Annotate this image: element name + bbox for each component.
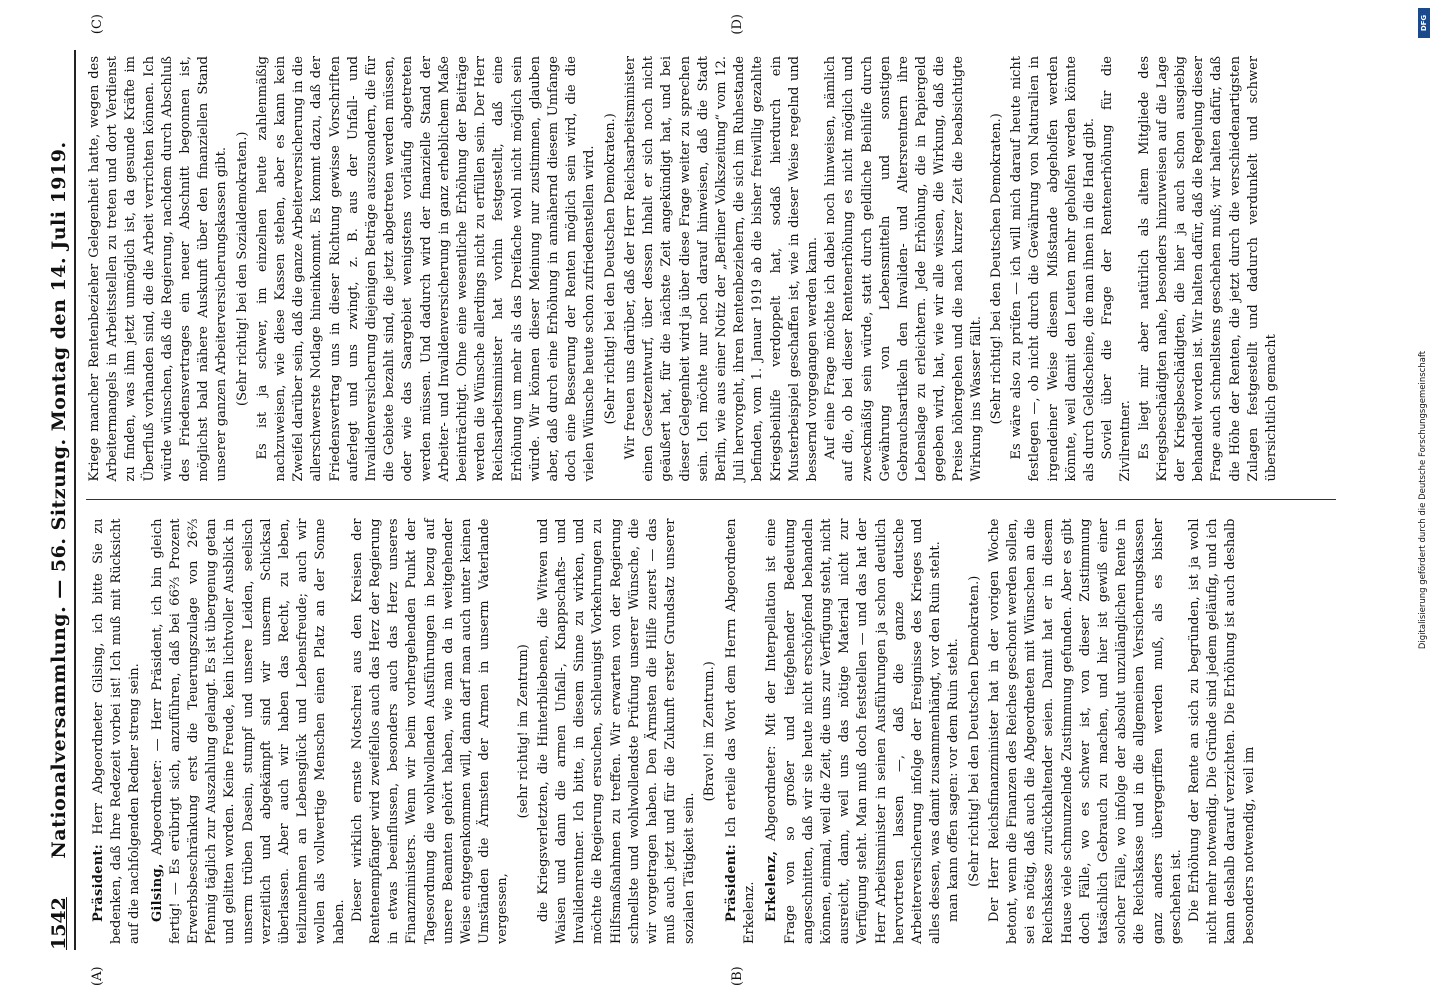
interjection: (Sehr richtig! bei den Deutschen Demokraten.) (602, 113, 618, 425)
margin-letter-b: (B) (730, 966, 745, 986)
paragraph (723, 519, 759, 945)
interjection: (sehr richtig! im Zentrum) (515, 644, 531, 819)
interjection: (Sehr richtig! bei den Deutschen Demokraten.) (988, 113, 1004, 425)
dfg-logo (1418, 8, 1430, 38)
left-column (86, 500, 1336, 951)
interjection: (Sehr richtig! bei den Deutschen Demokraten.) (966, 575, 982, 887)
logo-text: DFG (1420, 14, 1428, 32)
margin-letter-c: (C) (90, 14, 105, 35)
paragraph-text: Herr Abgeordneter Gilsing, ich bitte Sie zu bedenken, daß Ihre Redezeit vorbei ist! Ich muß mit Rücksicht auf die nachfolgenden Redner streng sein. (91, 518, 143, 944)
paragraph: Auf eine Frage möchte ich dabei noch hinweisen, nämlich auf die, ob bei dieser Rentenerhöhung es nicht möglich und zweckmäßig sein würde, statt durch geldliche Beihilfe durch Gewährung von Lebensmitteln und sonstigen Gebrauchsartikeln den Invaliden- und Altersrentnern ihre Lebenslage zu erleichtern. Jede Erhöhung, die in Papiergeld gegeben wird, hat, wie wir alle wissen, die Wirkung, daß die Preise höhergehen und die nach kurzer Zeit die beabsichtigte Wirkung ins Wasser fällt. (823, 56, 984, 482)
interjection: (Sehr richtig! bei den Sozialdemokraten.) (234, 131, 250, 406)
paragraph: Die Erhöhung der Rente an sich zu begründen, ist ja wohl nicht mehr notwendig. Die Gründe sind jedem geläufig, und ich kann deshalb darauf verzichten. Die Erhöhung ist auch deshalb besonders notwendig, weil im (1186, 518, 1257, 944)
paragraph: Der Herr Reichsfinanzminister hat in der vorigen Woche betont, wenn die Finanzen des Reiches geschont werden sollen, sei es nötig, daß auch die Abgeordneten mit Wünschen an die Reichskasse zurückhaltender seien. Damit hat er in diesem Hause viele schmunzelnde Zustimmung gefunden. Aber es gibt doch Fälle, wo es schwer ist, von dieser Zustimmung tatsächlich Gebrauch zu machen, und hier ist gewiß einer solcher Fälle, wo infolge der absolut unzulänglichen Rente in die Reichskasse und in die allgemeinen Versicherungskassen ganz anders übergegriffen werden muß, als es bisher geschehen ist. (986, 518, 1184, 944)
paragraph (90, 519, 145, 945)
margin-letter-a: (A) (90, 966, 105, 986)
speaker-name: Präsident: (723, 844, 739, 922)
paragraph: Wir freuen uns darüber, daß der Herr Reichsarbeitsminister einen Gesetzentwurf, über dessen Inhalt er sich noch nicht geäußert hat, für die nächste Zeit angekündigt hat, und bei dieser Gelegenheit wird ja über diese Frage weiter zu sprechen sein. Ich möchte nur noch darauf hinweisen, daß die Stadt Berlin, wie aus einer Notiz der „Berliner Volkszeitung“ vom 12. Juli hervorgeht, ihren Rentenbeziehern, die sich im Ruhestande befinden, vom 1. Januar 1919 ab die bisher freiwillig gezahlte Kriegsbeihilfe verdoppelt hat, sodaß hierdurch ein Musterbeispiel geschaffen ist, wie in dieser Weise regelnd und bessernd vorgegangen werden kann. (622, 56, 820, 482)
paragraph: Es wäre also zu prüfen — ich will mich darauf heute nicht festlegen —, ob nicht durch die Gewährung von Naturalien in irgendeiner Weise diesem Mißstande abgeholfen werden könnte, weil damit den Leuten mehr geholfen werden könnte als durch Geldscheine, die man ihnen in die Hand gibt. (1009, 56, 1097, 482)
right-column (86, 50, 1336, 500)
paragraph: die Kriegsverletzten, die Hinterbliebenen, die Witwen und Waisen und dann die armen Unfall-, Knappschafts- und Invalidenrentner. Ich bitte, in diesem Sinne zu wirken, und möchte die Regierung ersuchen, schleunigst Vorkehrungen zu Hilfsmaßnahmen zu treffen. Wir erwarten von der Regierung schnellste und wohlwollendste Prüfung unserer Wünsche, die wir vorgetragen haben. Den Ärmsten die Hilfe zuerst — das muß auch jetzt und für die Zukunft erster Grundsatz unserer sozialen Tätigkeit sein. (535, 518, 697, 944)
paragraph: Es liegt mir aber natürlich als altem Mitgliede des Kriegsbeschädigten nahe, besonders hinzuweisen auf die Lage der Kriegsbeschädigten, die hier ja auch schon ausgiebig behandelt worden ist. Wir halten dafür, daß die Regelung dieser Frage auch schnellstens geschehen muß; wir halten dafür, daß die Höhe der Renten, die jetzt durch die verschiedenartigsten Zulagen festgestellt und dadurch verdunkelt und schwer übersichtlich gemacht (1136, 56, 1279, 482)
paragraph: Es ist ja schwer, im einzelnen heute zahlenmäßig nachzuweisen, wie diese Kassen stehen, aber es kann kein Zweifel darüber sein, daß die ganze Arbeiterversicherung in die allerschwerste Notlage hineinkommt. Es kommt dazu, daß der Friedensvertrag uns in dieser Richtung gewisse Vorschriften auferlegt und uns zwingt, z. B. aus der Unfall- und Invalidenversicherung diejenigen Beträge auszusondern, die für die Gebiete bezahlt sind, die jetzt abgetreten werden müssen, oder wie das Saargebiet wenigstens vorläufig abgetreten werden müssen. Und dadurch wird der finanzielle Stand der Arbeiter- und Invalidenversicherung in ganz erheblichem Maße beeinträchtigt. Ohne eine wesentliche Erhöhung der Beiträge werden die Wünsche allerdings nicht zu erfüllen sein. Der Herr Reichsarbeitsminister hat vorhin festgestellt, daß eine Erhöhung um mehr als das Dreifache wohl nicht möglich sein würde. Wir können dieser Meinung nur zustimmen, glauben aber, daß durch eine Erhöhung in annähernd diesem Umfange doch eine Besserung der Renten möglich sein wird, die die vielen Wünsche heute schon zufriedenstellen wird. (254, 56, 598, 482)
speaker-name: Erkelenz, (764, 850, 780, 922)
paragraph: Soviel über die Frage der Rentenerhöhung für die Zivilrentner. (1100, 56, 1134, 482)
digitization-credit (1413, 10, 1433, 990)
credit-text: Digitalisierung gefördert durch die Deutsche Forschungsgemeinschaft (1418, 350, 1428, 650)
speaker-name: Gilsing, (149, 863, 165, 922)
margin-letter-d: (D) (730, 14, 745, 35)
page-header (40, 50, 76, 950)
text-columns (86, 50, 1336, 950)
paragraph: Kriege mancher Rentenbezieher Gelegenheit hatte, wegen des Arbeitermangels in Arbeitsstellen zu treten und dort Verdienst zu finden, was ihm jetzt unmöglich ist, da gesunde Kräfte im Überfluß vorhanden sind, die die Arbeit verrichten können. Ich würde wünschen, daß die Regierung, nachdem durch Abschluß des Friedensvertrages ein neuer Abschnitt begonnen ist, möglichst bald nähere Auskunft über den finanziellen Stand unserer ganzen Arbeiterversicherungskassen gibt. (87, 56, 230, 482)
page-number: 1542 (48, 897, 70, 950)
paragraph: Dieser wirklich ernste Notschrei aus den Kreisen der Rentenempfänger wird zweifellos auch das Herz der Regierung in etwas beeinflussen, besonders auch das Herz unseres Finanzministers. Wenn wir beim vorhergehenden Punkt der Tagesordnung die wohlwollenden Ausführungen in bezug auf unsere Beamten gehört haben, wie man da in weitgehender Weise entgegenkommen will, dann darf man auch unter keinen Umständen die Ärmsten der Armen in unserm Vaterlande vergessen, (349, 518, 511, 944)
interjection: (Bravo! im Zentrum.) (701, 661, 717, 802)
speaker-name: Präsident: (91, 844, 106, 922)
paragraph (763, 519, 945, 945)
paragraph-text: Abgeordneter: Mit der Interpellation ist eine Frage von so großer und tiefgehender Bedeutung angeschnitten, daß wir sie heute nicht erschöpfend behandeln können, einmal, weil die Zeit, die uns zur Verfügung steht, nicht ausreicht, dann, weil uns das nötige Material nicht zur Verfügung steht. Man muß doch feststellen — und das hat der Herr Arbeitsminister in seinen Ausführungen ja schon deutlich hervortreten lassen —, daß die ganze deutsche Arbeiterversicherung infolge der Ereignisse des Krieges und alles dessen, was damit zusammenhängt, vor den Ruin steht. (764, 518, 944, 944)
paragraph: man kann offen sagen: vor dem Ruin steht. (946, 638, 962, 922)
paragraph-text: Abgeordneter: — Herr Präsident, ich bin gleich fertig! — Es erübrigt sich, anzuführen, daß bei 66⅔ Prozent Erwerbsbeschränkung erst die Teuerungszulage von 26⅔ Pfennig täglich zur Auszahlung gelangt. Es ist übergenug getan und gelitten worden. Keine Freude, kein lichtvoller Ausblick in unserm trüben Dasein, stumpf und unsere Leiden, seelisch verzeitlich und abgekämpft sind wir unserm Schicksal überlassen. Aber auch wir haben das Recht, zu leben, teilzunehmen an Lebensglück und Lebensfreude; auch wir wollen als vollwertige Menschen einen Platz an der Sonne haben. (149, 518, 347, 944)
paragraph (149, 519, 349, 945)
paragraph-text: Ich erteile das Wort dem Herrn Abgeordneten Erkelenz. (723, 518, 758, 944)
running-title: Nationalversammlung. — 56. Sitzung. Montag den 14. Juli 1919. (48, 141, 70, 859)
